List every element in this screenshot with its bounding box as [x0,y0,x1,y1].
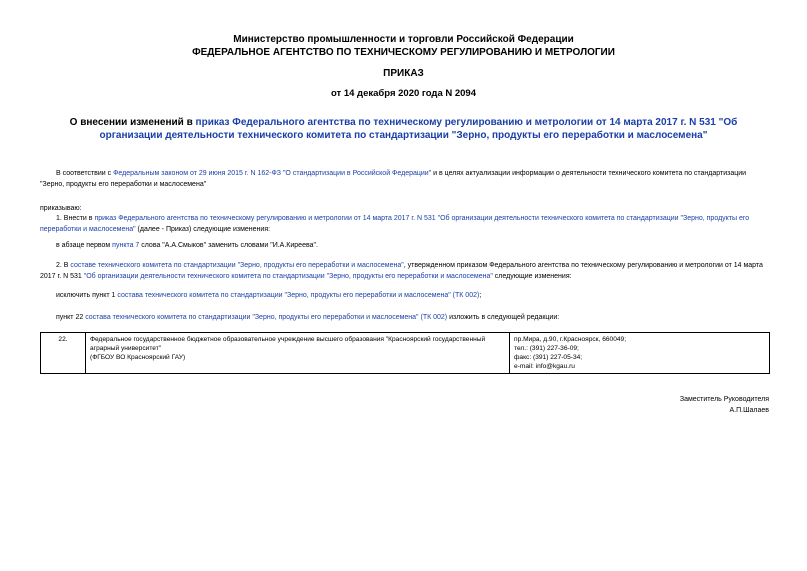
contact-address: пр.Мира, д.90, г.Красноярск, 660049; [514,336,627,343]
contact-email: e-mail: info@kgau.ru [514,363,575,370]
document-date: от 14 декабря 2020 года N 2094 [330,88,476,99]
paragraph-order-word: приказываю: [40,205,82,212]
preamble-text-a: В соответствии с [56,170,114,177]
ministry-name: Министерство промышленности и торговли Российской Федерации [233,34,574,45]
paragraph-item-2 [40,260,770,282]
committee-composition-link[interactable]: составе технического комитета по стандартизации "Зерно, продукты его переработки и маслосемена" [70,262,404,269]
federal-law-link[interactable]: Федеральным законом от 29 июня 2015 г. N 162-ФЗ "О стандартизации в Российской Федерации" [113,170,432,177]
item-2-text-c: следующие изменения: [492,273,572,280]
paragraph-replace [56,312,559,323]
signatory-position: Заместитель Руководителя [679,396,769,403]
paragraph-item-1-change [56,240,318,251]
contact-fax: факс: (391) 227-05-34; [514,354,583,361]
item-1-text-b: (далее - Приказ) следующие изменения: [135,226,271,233]
exclude-text-b: ; [479,292,482,299]
order-title-link[interactable]: "Об организации деятельности технического комитета по стандартизации "Зерно, продукты его переработки и маслосемена" [83,273,493,280]
exclude-text-a: исключить пункт 1 [56,292,118,299]
organization-cell [86,333,510,374]
table-row [41,333,770,374]
signatory-name: А.П.Шалаев [729,407,769,414]
change-text-b: слова "А.А.Смыков" заменить словами "И.А.Киреева". [139,242,318,249]
paragraph-preamble [40,168,770,190]
item-1-text-a: 1. Внести в [56,215,95,222]
composition-tk002-link-2[interactable]: состава технического комитета по стандартизации "Зерно, продукты его переработки и маслосемена" (ТК 002) [85,314,448,321]
title-prefix: О внесении изменений в [69,117,196,128]
title-link[interactable]: приказ Федерального агентства по техническому регулированию и метрологии от 14 марта 2017 г. N 531 "Об организации деятельности технического комитета по стандартизации "Зерно, продукты его переработки и маслосемена" [99,117,738,141]
organization-short-name: (ФГБОУ ВО Красноярский ГАУ) [90,354,186,361]
organization-name: Федеральное государственное бюджетное образовательное учреждение высшего образования "Красноярский государственный аграрный университет" [90,336,486,352]
item-2-text-b: , утвержденном приказом Федерального агентства по техническому регулированию и метрологии от 14 марта 2017 г. N 531 [40,262,763,280]
committee-member-table [40,332,770,374]
paragraph-exclude [56,290,481,301]
point-7-link[interactable]: пункта 7 [112,242,140,249]
composition-tk002-link[interactable]: состава технического комитета по стандартизации "Зерно, продукты его переработки и маслосемена" (ТК 002) [117,292,480,299]
agency-name: ФЕДЕРАЛЬНОЕ АГЕНТСТВО ПО ТЕХНИЧЕСКОМУ РЕГУЛИРОВАНИЮ И МЕТРОЛОГИИ [192,47,615,58]
replace-text-a: пункт 22 [56,314,86,321]
document-type: ПРИКАЗ [383,68,424,79]
replace-text-b: изложить в следующей редакции: [447,314,560,321]
contacts-cell [510,333,770,374]
item-2-text-a: 2. В [56,262,71,269]
paragraph-item-1 [40,213,770,235]
change-text-a: в абзаце первом [56,242,113,249]
row-number: 22. [41,333,86,374]
preamble-text-b: и в целях актуализации информации о деятельности технического комитета по стандартизации "Зерно, продукты его переработки и маслосемена" [40,170,747,188]
order-531-link[interactable]: приказ Федерального агентства по техническому регулированию и метрологии от 14 марта 2017 г. N 531 "Об организации деятельности технического комитета по стандартизации "Зерно, продукты его переработки и маслосемена" [40,215,750,233]
contact-phone: тел.: (391) 227-36-09; [514,345,579,352]
document-title [40,116,767,142]
